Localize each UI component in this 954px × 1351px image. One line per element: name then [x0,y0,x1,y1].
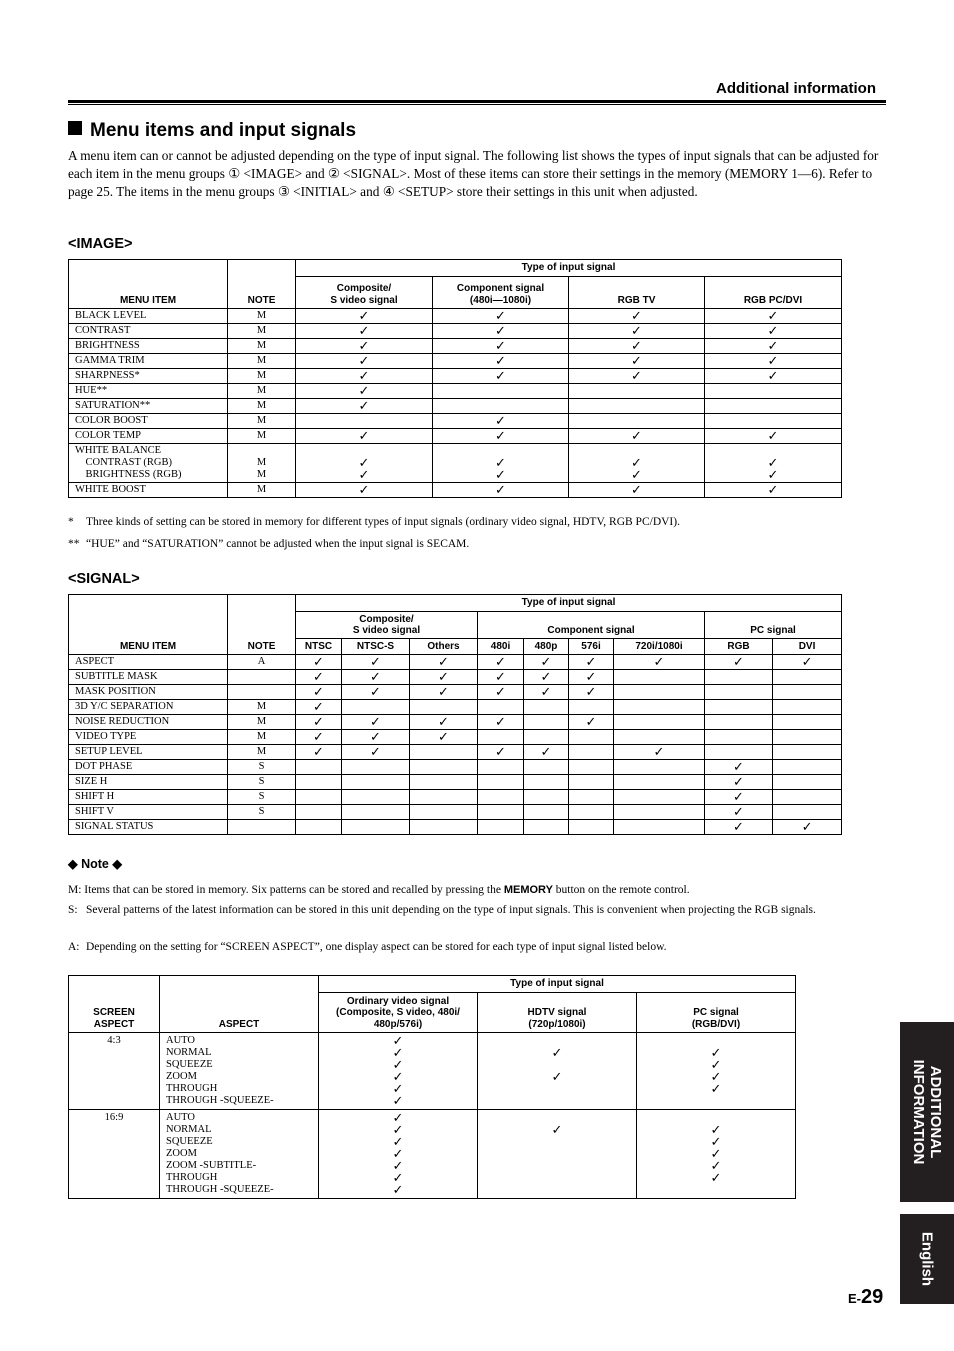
check-cell [569,384,705,399]
table-row [69,670,842,685]
table-row [69,730,842,745]
check-cell [478,700,524,715]
check-cell [342,760,410,775]
menu-item-cell: WHITE BALANCE CONTRAST (RGB) BRIGHTNESS (RGB) [69,444,228,483]
table-row [69,1110,796,1199]
check-cell: ✓ [773,820,842,835]
check-cell: ✓ [478,745,524,760]
table-row [69,805,842,820]
check-cell: ✓ [410,730,478,745]
check-cell [569,790,614,805]
menu-item-cell: BLACK LEVEL [69,309,228,324]
table-row [69,715,842,730]
signal-subcol-header: NTSC-S [342,639,410,655]
check-cell [773,745,842,760]
menu-item-cell: HUE** [69,384,228,399]
check-cell: ✓ [705,429,842,444]
check-cell [569,820,614,835]
check-cell [342,790,410,805]
check-cell: ✓ [705,775,773,790]
signal-subcol-header: 576i [569,639,614,655]
signal-subcol-header: NTSC [296,639,342,655]
aspect-col-pc: PC signal (RGB/DVI) [637,993,796,1033]
signal-col-menu: MENU ITEM [69,595,228,655]
menu-item-cell: BRIGHTNESS [69,339,228,354]
page-number-value: 29 [861,1286,884,1308]
check-cell [614,670,705,685]
note-cell: M [228,324,296,339]
check-cell: ✓ [569,354,705,369]
table-row [69,685,842,700]
menu-item-cell: SHARPNESS* [69,369,228,384]
check-cell [569,399,705,414]
check-cell [478,820,524,835]
check-cell: ✓ [296,730,342,745]
check-cell: ✓ ✓ [296,444,433,483]
check-cell: ✓ [705,655,773,670]
check-cell: ✓ [705,483,842,498]
check-cell: ✓ [614,745,705,760]
check-cell: ✓ [296,745,342,760]
section-title [68,120,356,142]
check-cell: ✓ [296,483,433,498]
check-cell: ✓ [433,324,569,339]
check-cell [296,820,342,835]
check-cell [410,790,478,805]
check-cell: ✓ [296,339,433,354]
note-text: button on the remote control. [552,884,690,896]
aspect-table [68,975,796,1199]
check-cell [478,730,524,745]
aspect-type-header: Type of input signal [319,976,796,993]
signal-group-composite: Composite/ S video signal [296,612,478,639]
check-cell: ✓ [433,369,569,384]
check-cell: ✓ [478,685,524,700]
menu-item-cell: CONTRAST [69,324,228,339]
check-cell: ✓ [569,670,614,685]
header-rule [68,100,886,103]
check-cell [569,760,614,775]
check-cell [569,805,614,820]
check-cell [524,775,569,790]
menu-item-cell: ASPECT [69,655,228,670]
check-cell: ✓ [296,655,342,670]
table-row [69,339,842,354]
check-cell [342,775,410,790]
check-cell: ✓ [705,760,773,775]
check-cell [342,805,410,820]
check-cell [524,820,569,835]
table-row [69,820,842,835]
menu-item-cell: COLOR TEMP [69,429,228,444]
check-cell: ✓ [705,324,842,339]
check-cell [705,700,773,715]
image-col-menu: MENU ITEM [69,260,228,309]
check-cell [478,805,524,820]
note-text: Items that can be stored in memory. Six patterns can be stored and recalled by pressing the [84,884,504,896]
check-cell [705,715,773,730]
check-cell: ✓ ✓ [705,444,842,483]
image-type-header: Type of input signal [296,260,842,277]
menu-item-cell: WHITE BOOST [69,483,228,498]
footnote-mark: * [68,516,74,528]
check-cell [433,399,569,414]
menu-item-cell: SATURATION** [69,399,228,414]
note-label: A: [68,941,80,953]
screen-aspect-cell: 4:3 [69,1033,160,1110]
check-cell [296,805,342,820]
check-cell: ✓ [773,655,842,670]
check-cell: ✓ [569,483,705,498]
check-cell: ✓ [433,309,569,324]
note-cell: M [228,483,296,498]
note-text: Several patterns of the latest information can be stored in this unit depending on the type of input signals. This is convenient when projecting the RGB signals. [86,904,816,916]
signal-group-pc: PC signal [705,612,842,639]
check-cell: ✓ [342,730,410,745]
check-cell [524,730,569,745]
image-footnote-2 [68,536,868,552]
signal-subcol-header: Others [410,639,478,655]
check-cell [478,790,524,805]
note-text: Depending on the setting for “SCREEN ASPECT”, one display aspect can be stored for each type of input signal listed below. [86,941,667,953]
check-cell [773,790,842,805]
image-footnote-1 [68,514,868,530]
side-tab-english[interactable] [900,1214,954,1304]
image-col-component: Component signal (480i—1080i) [433,277,569,309]
table-row [69,1033,796,1110]
check-cell: ✓ [569,655,614,670]
check-cell [296,775,342,790]
check-cell [524,715,569,730]
check-cell [569,730,614,745]
signal-col-note: NOTE [228,595,296,655]
table-row [69,655,842,670]
check-cell [433,384,569,399]
menu-item-cell: GAMMA TRIM [69,354,228,369]
note-cell: S [228,790,296,805]
table-row [69,324,842,339]
note-cell [228,685,296,700]
image-col-rgbtv: RGB TV [569,277,705,309]
check-cell [773,700,842,715]
check-cell: ✓ [705,820,773,835]
pc-check-cell: ✓ ✓ ✓ ✓ ✓ [637,1110,796,1199]
check-cell: ✓ [614,655,705,670]
check-cell [614,685,705,700]
check-cell: ✓ [569,685,614,700]
check-cell: ✓ [342,670,410,685]
signal-subcol-header: 480i [478,639,524,655]
check-cell: ✓ [433,429,569,444]
aspect-col-aspect: ASPECT [160,976,319,1033]
image-table [68,259,842,498]
intro-paragraph: A menu item can or cannot be adjusted depending on the type of input signal. The following list shows the types of input signals that can be adjusted for each item in the menu groups ① <IMAGE> and ② <SIGNAL>. Most of these items can store their settings in the memory (MEMORY 1—6). Refer to page 25. The items in the menu groups ③ <INITIAL> and ④ <SETUP> store their settings in this unit when adjusted. [68,148,879,199]
table-row [69,399,842,414]
running-header: Additional information [716,80,876,97]
check-cell: ✓ [342,685,410,700]
check-cell: ✓ [296,700,342,715]
check-cell: ✓ [705,805,773,820]
footnote-mark: ** [68,538,80,550]
check-cell: ✓ [478,670,524,685]
check-cell: ✓ [569,309,705,324]
note-cell: S [228,805,296,820]
check-cell: ✓ [433,414,569,429]
header-rule-thin [68,104,886,105]
signal-subcol-header: 720i/1080i [614,639,705,655]
check-cell: ✓ [296,399,433,414]
note-s [68,902,868,918]
check-cell: ✓ [433,483,569,498]
check-cell [705,730,773,745]
note-cell: M [228,700,296,715]
note-a [68,939,868,955]
check-cell [410,805,478,820]
check-cell: ✓ [705,369,842,384]
check-cell: ✓ ✓ [569,444,705,483]
check-cell: ✓ [433,354,569,369]
check-cell [478,775,524,790]
check-cell [410,745,478,760]
check-cell: ✓ [705,354,842,369]
note-label: S: [68,904,78,916]
video-check-cell: ✓ ✓ ✓ ✓ ✓ ✓ ✓ [319,1110,478,1199]
check-cell: ✓ [524,685,569,700]
check-cell [705,399,842,414]
check-cell [410,775,478,790]
check-cell [773,730,842,745]
side-tab-label: ADDITIONAL INFORMATION [910,1059,944,1165]
note-cell: M [228,309,296,324]
pc-check-cell: ✓ ✓ ✓ ✓ [637,1033,796,1110]
note-cell: M [228,354,296,369]
check-cell: ✓ [705,790,773,805]
table-row [69,354,842,369]
menu-item-cell: SHIFT V [69,805,228,820]
table-row [69,444,842,483]
note-cell: A [228,655,296,670]
menu-item-cell: SUBTITLE MASK [69,670,228,685]
memory-button-label: MEMORY [503,884,553,896]
check-cell [705,670,773,685]
menu-item-cell: SHIFT H [69,790,228,805]
check-cell [773,715,842,730]
note-label: M: [68,884,82,896]
check-cell [614,820,705,835]
check-cell [614,730,705,745]
table-row [69,414,842,429]
video-check-cell: ✓ ✓ ✓ ✓ ✓ ✓ [319,1033,478,1110]
check-cell [524,790,569,805]
check-cell [524,700,569,715]
check-cell [614,790,705,805]
check-cell [569,775,614,790]
image-col-note: NOTE [228,260,296,309]
check-cell: ✓ [296,685,342,700]
check-cell: ✓ [296,715,342,730]
menu-item-cell: MASK POSITION [69,685,228,700]
table-row [69,760,842,775]
note-cell: M [228,399,296,414]
menu-item-cell: DOT PHASE [69,760,228,775]
signal-subcol-header: DVI [773,639,842,655]
note-m [68,882,868,898]
check-cell: ✓ [410,670,478,685]
table-row [69,429,842,444]
note-cell [228,670,296,685]
check-cell [614,805,705,820]
check-cell [773,805,842,820]
table-row [69,700,842,715]
check-cell: ✓ [705,309,842,324]
check-cell: ✓ [410,655,478,670]
check-cell [569,745,614,760]
note-cell: M [228,384,296,399]
image-col-rgbpc: RGB PC/DVI [705,277,842,309]
signal-group-component: Component signal [478,612,705,639]
check-cell [410,820,478,835]
check-cell: ✓ [569,369,705,384]
hdtv-check-cell: ✓ ✓ [478,1033,637,1110]
check-cell [614,700,705,715]
check-cell: ✓ [342,715,410,730]
signal-subcol-header: RGB [705,639,773,655]
check-cell [410,700,478,715]
check-cell: ✓ [296,309,433,324]
check-cell: ✓ [524,655,569,670]
aspect-col-video: Ordinary video signal (Composite, S video, 480i/ 480p/576i) [319,993,478,1033]
check-cell: ✓ [410,715,478,730]
table-row [69,483,842,498]
check-cell: ✓ [410,685,478,700]
check-cell [296,760,342,775]
table-row [69,745,842,760]
check-cell [478,760,524,775]
table-row [69,309,842,324]
check-cell: ✓ [569,715,614,730]
check-cell: ✓ [433,339,569,354]
check-cell [296,790,342,805]
aspect-list-cell: AUTO NORMAL SQUEEZE ZOOM ZOOM -SUBTITLE- THROUGH THROUGH -SQUEEZE- [160,1110,319,1199]
table-row [69,369,842,384]
check-cell [524,760,569,775]
check-cell: ✓ [478,715,524,730]
check-cell [705,414,842,429]
menu-item-cell: COLOR BOOST [69,414,228,429]
check-cell [773,670,842,685]
signal-table [68,594,842,835]
note-cell: M [228,730,296,745]
footnote-text: Three kinds of setting can be stored in memory for different types of input signals (ordinary video signal, HDTV, RGB PC/DVI). [86,516,680,528]
check-cell: ✓ [342,745,410,760]
note-cell: S [228,775,296,790]
check-cell [296,414,433,429]
check-cell [569,414,705,429]
check-cell: ✓ [296,369,433,384]
table-row [69,384,842,399]
check-cell [705,745,773,760]
menu-item-cell: NOISE REDUCTION [69,715,228,730]
check-cell [614,775,705,790]
check-cell [705,384,842,399]
signal-heading: <SIGNAL> [68,571,140,587]
note-heading: ◆ Note ◆ [68,857,122,871]
hdtv-check-cell: ✓ [478,1110,637,1199]
note-cell: M M [228,444,296,483]
footnote-text: “HUE” and “SATURATION” cannot be adjusted when the input signal is SECAM. [86,538,470,550]
aspect-col-screen: SCREEN ASPECT [69,976,160,1033]
check-cell: ✓ [342,655,410,670]
side-tab-label: English [918,1231,936,1287]
check-cell [569,700,614,715]
menu-item-cell: 3D Y/C SEPARATION [69,700,228,715]
check-cell: ✓ [524,670,569,685]
signal-subcol-header: 480p [524,639,569,655]
square-bullet-icon [68,121,82,135]
menu-item-cell: VIDEO TYPE [69,730,228,745]
check-cell: ✓ [296,354,433,369]
check-cell [705,685,773,700]
menu-item-cell: SIZE H [69,775,228,790]
check-cell: ✓ [296,324,433,339]
check-cell: ✓ [705,339,842,354]
side-tab-additional-information[interactable] [900,1022,954,1202]
aspect-list-cell: AUTO NORMAL SQUEEZE ZOOM THROUGH THROUGH -SQUEEZE- [160,1033,319,1110]
check-cell [773,685,842,700]
check-cell [410,760,478,775]
check-cell: ✓ [296,384,433,399]
image-heading: <IMAGE> [68,236,133,252]
table-row [69,775,842,790]
menu-item-cell: SIGNAL STATUS [69,820,228,835]
check-cell [614,760,705,775]
note-cell: S [228,760,296,775]
check-cell [342,820,410,835]
check-cell [773,760,842,775]
note-cell: M [228,414,296,429]
signal-type-header: Type of input signal [296,595,842,612]
note-cell: M [228,715,296,730]
note-cell: M [228,339,296,354]
check-cell [524,805,569,820]
check-cell: ✓ [478,655,524,670]
check-cell: ✓ [569,339,705,354]
note-cell [228,820,296,835]
note-cell: M [228,369,296,384]
check-cell: ✓ ✓ [433,444,569,483]
check-cell [614,715,705,730]
check-cell [342,700,410,715]
table-row [69,790,842,805]
note-cell: M [228,429,296,444]
check-cell: ✓ [296,670,342,685]
screen-aspect-cell: 16:9 [69,1110,160,1199]
check-cell: ✓ [569,324,705,339]
page-number [848,1286,883,1309]
check-cell: ✓ [296,429,433,444]
aspect-col-hdtv: HDTV signal (720p/1080i) [478,993,637,1033]
check-cell [773,775,842,790]
image-col-composite: Composite/ S video signal [296,277,433,309]
page-prefix: E- [848,1291,861,1306]
check-cell: ✓ [569,429,705,444]
note-cell: M [228,745,296,760]
check-cell: ✓ [524,745,569,760]
menu-item-cell: SETUP LEVEL [69,745,228,760]
section-title-text: Menu items and input signals [90,120,357,141]
